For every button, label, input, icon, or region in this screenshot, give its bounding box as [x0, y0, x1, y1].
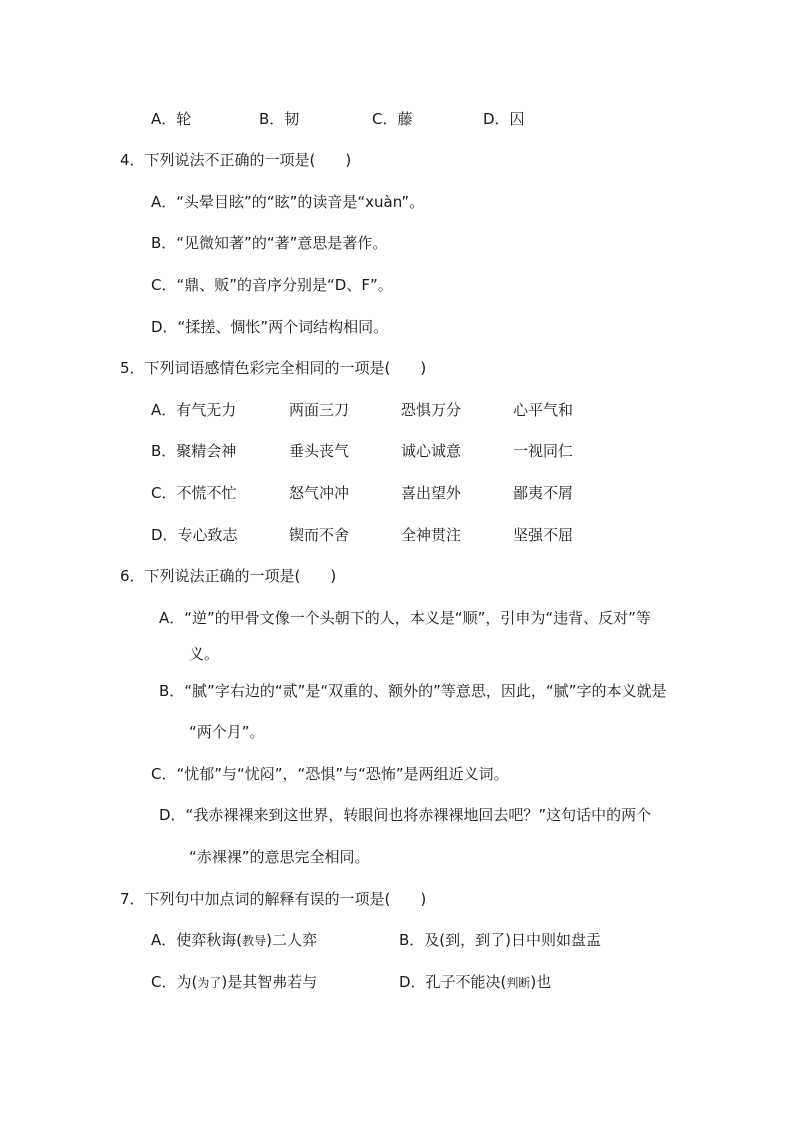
q6-option-a-line-2: 义。 — [189, 645, 220, 663]
q7-option-b: B．及(到，到了)日中则如盘盂 — [399, 931, 601, 949]
q3-option-c: C．藤 — [372, 110, 413, 128]
q6-option-b-line-2: “两个月”。 — [189, 723, 265, 741]
q7-option-d — [399, 972, 551, 993]
q7-option-c-post: )是其智弗若与 — [221, 973, 318, 991]
q7-option-d-note: 判断 — [506, 976, 531, 990]
q5-row-d-word-3: 全神贯注 — [401, 526, 462, 544]
q5-row-b-word-1: B．聚精会神 — [151, 442, 237, 460]
q4-option-a: A．“头晕目眩”的“眩”的读音是“xuàn”。 — [151, 193, 425, 211]
q3-option-d: D．囚 — [483, 110, 525, 128]
q4-option-b: B．“见微知著”的“著”意思是著作。 — [151, 234, 388, 252]
q7-option-a-note: 教导 — [242, 934, 267, 948]
q5-row-b-word-4: 一视同仁 — [513, 442, 574, 460]
q5-row-a-word-3: 恐惧万分 — [401, 401, 462, 419]
q5-row-b-word-2: 垂头丧气 — [289, 442, 350, 460]
q7-option-c-pre: C．为( — [151, 973, 198, 991]
q5-row-d-word-4: 坚强不屈 — [513, 526, 574, 544]
q7-option-d-pre: D．孔子不能决( — [399, 973, 507, 991]
q4-stem: 4．下列说法不正确的一项是( ) — [120, 151, 352, 169]
q5-stem: 5．下列词语感情色彩完全相同的一项是( ) — [120, 359, 427, 377]
q5-row-b-word-3: 诚心诚意 — [401, 442, 462, 460]
q5-row-d-word-2: 锲而不舍 — [289, 526, 350, 544]
q5-row-c-word-2: 怒气冲冲 — [289, 484, 350, 502]
q7-option-a-pre: A．使弈秋诲( — [151, 931, 243, 949]
q6-option-d-line-2: “赤裸裸”的意思完全相同。 — [189, 848, 370, 866]
q7-option-a — [151, 930, 317, 951]
q5-row-c-word-3: 喜出望外 — [401, 484, 462, 502]
q5-row-d-word-1: D．专心致志 — [151, 526, 238, 544]
q7-option-a-post: )二人弈 — [266, 931, 317, 949]
q6-stem: 6．下列说法正确的一项是( ) — [120, 567, 337, 585]
q3-option-b: B．韧 — [259, 110, 300, 128]
q7-stem: 7．下列句中加点词的解释有误的一项是( ) — [120, 890, 427, 908]
q6-option-c: C．“忧郁”与“忧闷”，“恐惧”与“恐怖”是两组近义词。 — [151, 765, 509, 783]
q7-option-d-post: )也 — [530, 973, 552, 991]
q4-option-d: D．“揉搓、惆怅”两个词结构相同。 — [151, 318, 389, 336]
q5-row-c-word-1: C．不慌不忙 — [151, 484, 237, 502]
q5-row-a-word-2: 两面三刀 — [289, 401, 350, 419]
q5-row-a-word-1: A．有气无力 — [151, 401, 237, 419]
q7-option-c-note: 为了 — [197, 976, 222, 990]
q3-option-a: A．轮 — [151, 110, 192, 128]
q6-option-d-line-1: D．“我赤裸裸来到这世界，转眼间也将赤裸裸地回去吧？”这句话中的两个 — [159, 806, 652, 824]
q6-option-b-line-1: B．“腻”字右边的“贰”是“双重的、额外的”等意思，因此，“腻”字的本义就是 — [159, 682, 667, 700]
q6-option-a-line-1: A．“逆”的甲骨文像一个头朝下的人，本义是“顺”，引申为“违背、反对”等 — [159, 609, 651, 627]
q5-row-a-word-4: 心平气和 — [513, 401, 574, 419]
q4-option-c: C．“鼎、贩”的音序分别是“D、F”。 — [151, 276, 393, 294]
q5-row-c-word-4: 鄙夷不屑 — [513, 484, 574, 502]
q7-option-c — [151, 972, 317, 993]
